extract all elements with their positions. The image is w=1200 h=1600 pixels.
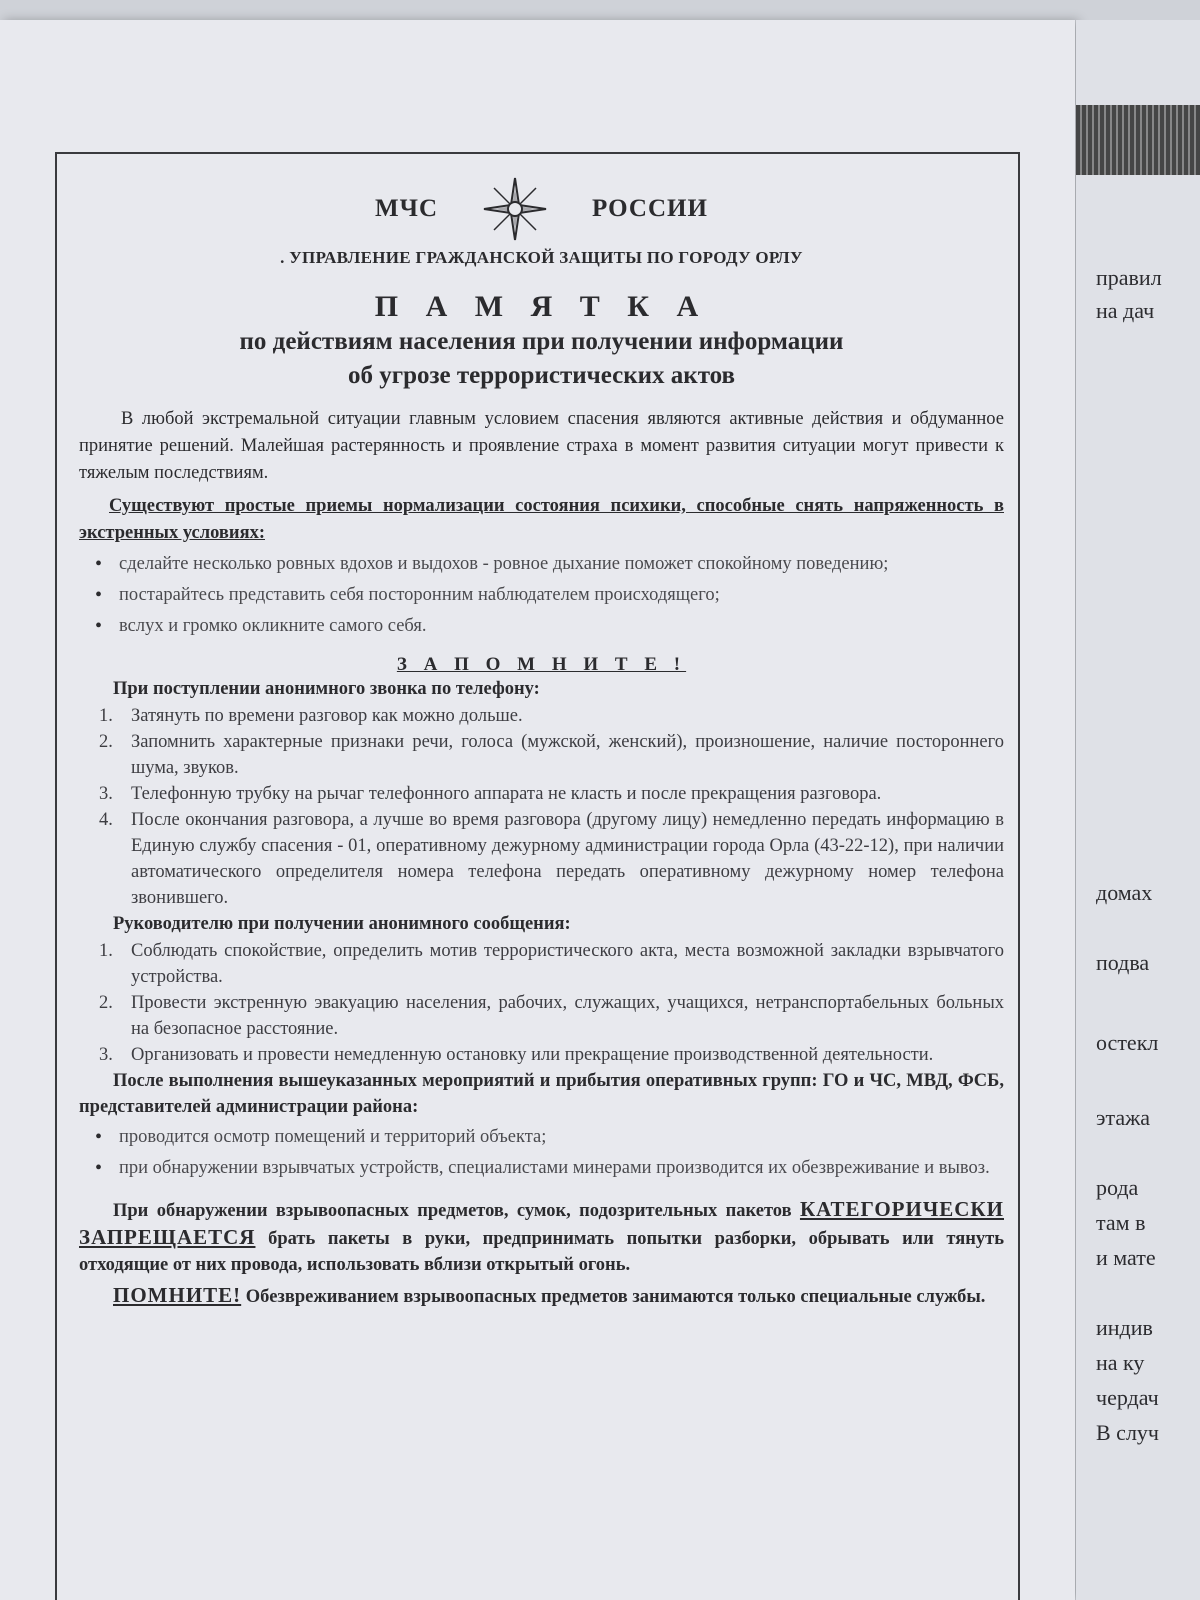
fragment: и мате: [1096, 1245, 1156, 1270]
warning-text-after: брать пакеты в руки, предпринимать попытки разборки, обрывать или тянуть отходящие от них провода, использовать вблизи открытый огонь.: [79, 1229, 1004, 1275]
fragment: подва: [1096, 950, 1150, 975]
list-item: • постарайтесь представить себя посторонним наблюдателем происходящего;: [79, 582, 1004, 609]
fragment: чердач: [1096, 1385, 1159, 1410]
header-right: РОССИИ: [592, 195, 708, 222]
header-left: МЧС: [375, 195, 439, 222]
fragment: правил: [1096, 265, 1162, 290]
after-measures-list: [79, 1124, 1004, 1182]
footer-label: ПОМНИТЕ!: [113, 1283, 242, 1307]
list-item: 4. После окончания разговора, а лучше во время разговора (другому лицу) немедленно передать информацию в Единую службу спасения - 01, оперативному дежурному администрации города Орла (43-22-12), при наличии автоматического определителя номера телефона передать оперативному дежурному номер телефона звонившего.: [99, 810, 1004, 908]
after-measures-text: После выполнения вышеуказанных мероприятий и прибытия оперативных групп: ГО и ЧС, МВД, ФСБ, представителей администрации района:: [79, 1071, 1004, 1117]
manager-steps-list: [79, 938, 1004, 1068]
department-name: . УПРАВЛЕНИЕ ГРАЖДАНСКОЙ ЗАЩИТЫ ПО ГОРОДУ ОРЛУ: [280, 248, 803, 267]
memo-subtitle-2: об угрозе террористических актов: [347, 362, 736, 389]
list-item: • при обнаружении взрывчатых устройств, специалистами минерами производится их обезвреживание и вывоз.: [79, 1155, 1004, 1182]
list-item: 1. Затянуть по времени разговор как можно дольше.: [99, 706, 523, 726]
list-item: 3. Телефонную трубку на рычаг телефонного аппарата не класть и после прекращения разговора.: [99, 784, 882, 804]
memo-subtitle-1: по действиям населения при получении информации: [239, 328, 844, 355]
footer-text: Обезвреживанием взрывоопасных предметов занимаются только специальные службы.: [245, 1287, 986, 1307]
warning-paragraph: [79, 1196, 1004, 1278]
techniques-heading: Существуют простые приемы нормализации состояния психики, способные снять напряженность в экстренных условиях:: [79, 496, 1004, 543]
document-sheet: [0, 20, 1075, 1600]
fragment: остекл: [1096, 1030, 1159, 1055]
fragment: на ку: [1096, 1350, 1145, 1375]
footer-paragraph: [79, 1282, 1004, 1310]
manager-heading: Руководителю при получении анонимного сообщения:: [113, 914, 571, 934]
list-item: • вслух и громко окликните самого себя.: [79, 613, 1004, 640]
list-item: • проводится осмотр помещений и территорий объекта;: [79, 1124, 1004, 1151]
memo-title: П А М Я Т К А: [374, 290, 709, 323]
intro-paragraph: В любой экстремальной ситуации главным условием спасения являются активные действия и обдуманное принятие решений. Малейшая растерянность и проявление страха в момент развития ситуации могут привести к тяжелым последствиям.: [79, 409, 1004, 483]
warning-emphasis: КАТЕГОРИЧЕСКИ ЗАПРЕЩАЕТСЯ: [79, 1197, 1004, 1249]
fragment: там в: [1096, 1210, 1146, 1235]
header-line: [79, 174, 1004, 244]
techniques-list: [79, 551, 1004, 640]
list-item: • сделайте несколько ровных вдохов и выдохов - ровное дыхание поможет спокойному поведению;: [79, 551, 1004, 578]
fragment: на дач: [1096, 298, 1155, 323]
call-steps-list: [79, 703, 1004, 911]
list-item: 1. Соблюдать спокойствие, определить мотив террористического акта, места возможной закладки взрывчатого устройства.: [99, 941, 1004, 987]
adjacent-page: [1076, 20, 1200, 1600]
fragment: В случ: [1096, 1420, 1159, 1445]
blurred-text-block: [1076, 105, 1200, 175]
warning-text-before: При обнаружении взрывоопасных предметов, сумок, подозрительных пакетов: [113, 1201, 792, 1221]
call-heading: При поступлении анонимного звонка по телефону:: [113, 679, 540, 699]
star-emblem-icon: [482, 176, 548, 242]
list-item: 2. Запомнить характерные признаки речи, голоса (мужской, женский), произношение, наличие постороннего шума, звуков.: [99, 732, 1004, 778]
fragment: индив: [1096, 1315, 1153, 1340]
fragment: домах: [1096, 880, 1153, 905]
fragment: этажа: [1096, 1105, 1151, 1130]
memo-frame: [55, 152, 1020, 1600]
list-item: 3. Организовать и провести немедленную остановку или прекращение производственной деятельности.: [99, 1045, 934, 1065]
remember-heading: З А П О М Н И Т Е !: [396, 654, 687, 675]
list-item: 2. Провести экстренную эвакуацию населения, рабочих, служащих, учащихся, нетранспортабельных больных на безопасное расстояние.: [99, 993, 1004, 1039]
fragment: рода: [1096, 1175, 1139, 1200]
